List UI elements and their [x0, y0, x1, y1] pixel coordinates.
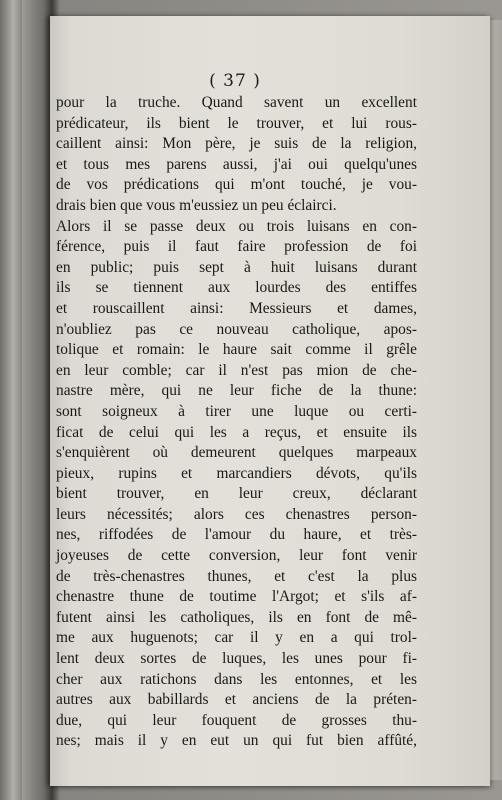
- text-line: lent deux sortes de luques, les unes pour fi-: [56, 650, 417, 668]
- text-line: futent ainsi les catholiques, ils en font de mê-: [56, 608, 417, 626]
- text-line: nastre mère, qui ne leur fiche de la thune:: [56, 382, 417, 400]
- text-line: de vos prédications qui m'ont touché, je vou-: [56, 176, 417, 194]
- text-line: de très-chenastres thunes, et c'est la plus: [56, 567, 417, 585]
- text-line: et rouscaillent ainsi: Messieurs et dames,: [56, 299, 417, 317]
- text-line: autres aux babillards et anciens de la préten-: [56, 691, 417, 709]
- page-number: ( 37 ): [209, 71, 261, 91]
- text-line: me aux huguenots; car il y en a qui trol-: [56, 629, 417, 647]
- text-line: joyeuses de cette conversion, leur font venir: [56, 547, 417, 565]
- text-line: caillent ainsi: Mon père, je suis de la religion,: [56, 135, 417, 153]
- text-line: n'oubliez pas ce nouveau catholique, apos-: [56, 320, 417, 338]
- text-line: en leur comble; car il n'est pas mion de che-: [56, 361, 417, 379]
- text-line: en public; puis sept à huit luisans durant: [56, 258, 417, 276]
- text-line: pour la truche. Quand savent un excellent: [56, 94, 417, 111]
- text-line: due, qui leur fouquent de grosses thu-: [56, 711, 417, 729]
- body-text: [56, 93, 417, 752]
- text-line: tolique et romain: le haure sait comme il grêle: [56, 341, 417, 359]
- text-line: pieux, rupins et marcandiers dévots, qu'ils: [56, 464, 417, 482]
- text-line: sont soigneux à tirer une luque ou certi-: [56, 402, 417, 420]
- text-line: nes, riffodées de l'amour du haure, et très-: [56, 526, 417, 544]
- text-line: cher aux ratichons dans les entonnes, et les: [56, 670, 417, 688]
- text-line: Alors il se passe deux ou trois luisans en con-: [56, 217, 417, 235]
- text-line: et tous mes parens aussi, j'ai oui quelqu'unes: [56, 155, 417, 173]
- text-line: ils se tiennent aux lourdes des entiffes: [56, 279, 417, 297]
- text-line: drais bien que vous m'eussiez un peu éclairci.: [56, 196, 337, 214]
- text-line: s'enquièrent où demeurent quelques marpeaux: [56, 444, 417, 462]
- text-line: ficat de celui qui les a reçus, et ensuite ils: [56, 423, 417, 441]
- text-line: leurs nécessités; alors ces chenastres person-: [56, 505, 417, 523]
- text-line: férence, puis il faut faire profession de foi: [56, 238, 417, 256]
- text-line: bient trouver, en leur creux, déclarant: [56, 485, 417, 503]
- text-line: prédicateur, ils bient le trouver, et lui rous-: [56, 114, 417, 132]
- facing-page-edge: [0, 0, 22, 800]
- text-line: chenastre thune de toutime l'Argot; et s'ils af-: [56, 588, 417, 606]
- text-line: nes; mais il y en eut un qui fut bien affûté,: [56, 732, 417, 750]
